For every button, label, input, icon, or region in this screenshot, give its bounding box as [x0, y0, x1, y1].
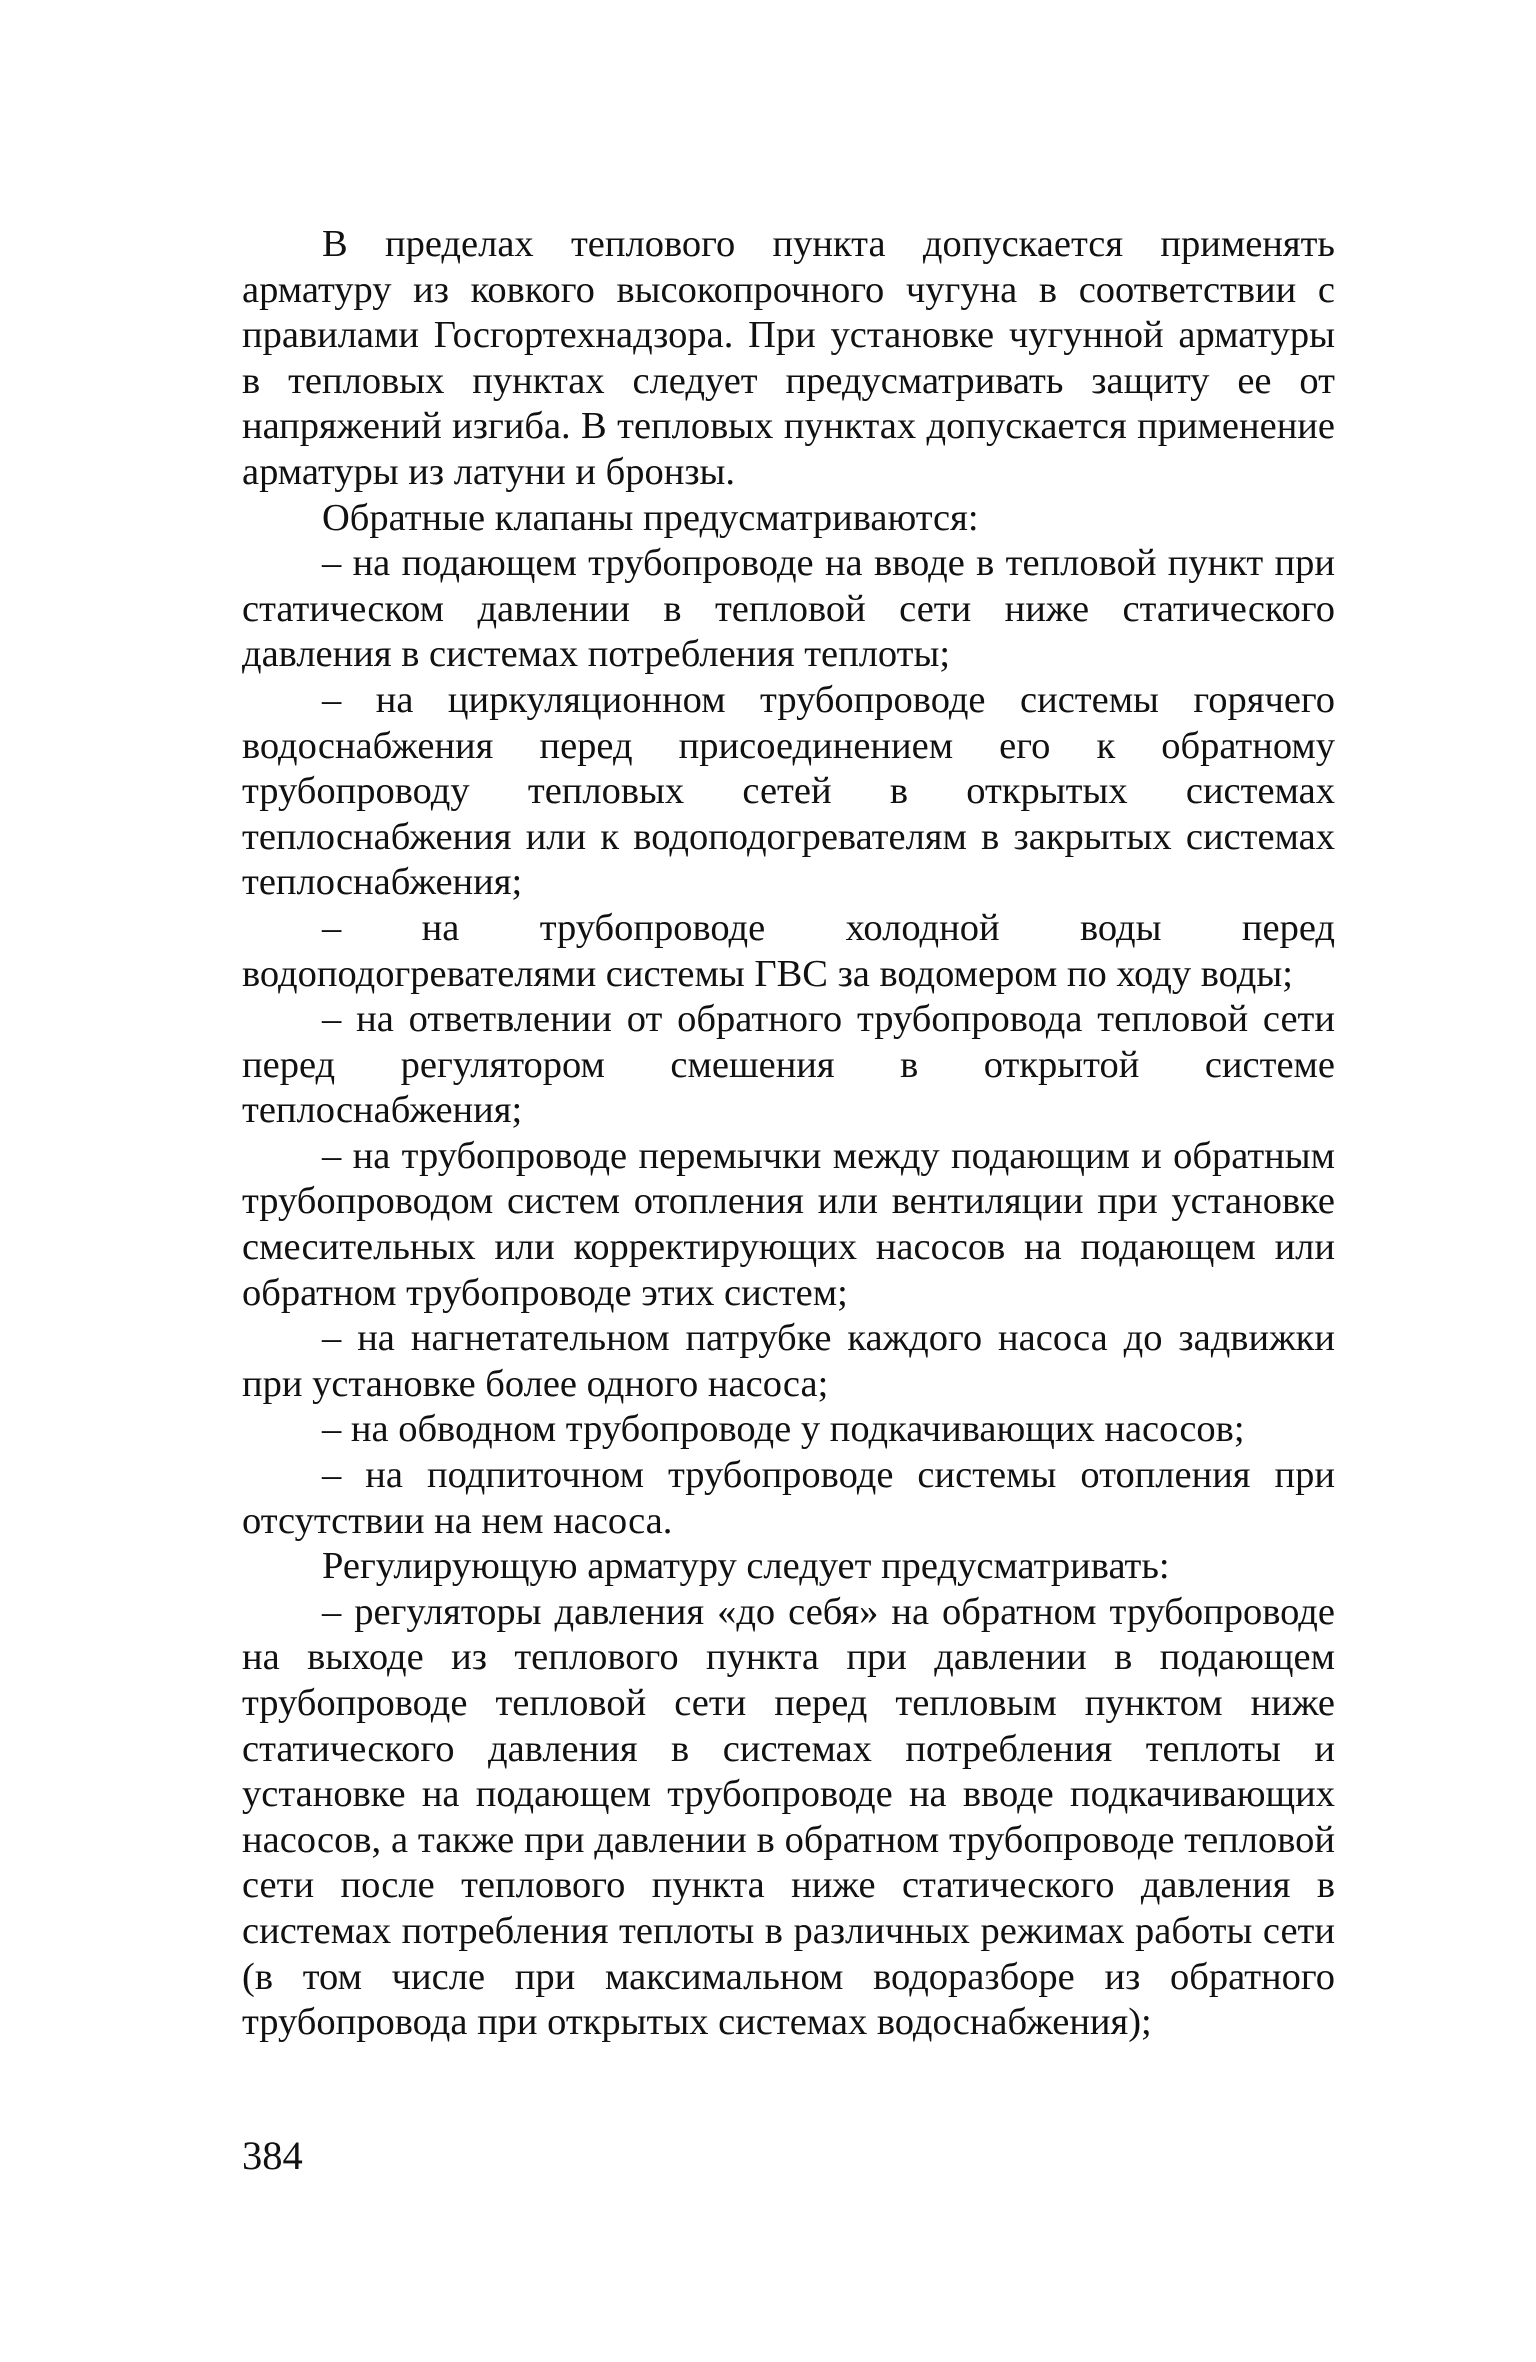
body-text [242, 222, 1335, 2046]
list-item-pump-discharge: – на нагнетательном патрубке каждого насоса до задвижки при установке более одного насоса; [242, 1317, 1335, 1405]
list-item-supply-pipeline: – на подающем трубопроводе на вводе в тепловой пункт при статическом давлении в тепловой сети ниже статического давления в системах потребления теплоты; [242, 542, 1335, 676]
list-item-makeup-pipeline: – на подпиточном трубопроводе системы отопления при отсутствии на нем насоса. [242, 1454, 1335, 1542]
paragraph-cast-iron-fittings: В пределах теплового пункта допускается применять арматуру из ковкого высокопрочного чугуна в соответствии с правилами Госгортехнадзора. При установке чугунной арматуры в тепловых пунктах следует предусматривать защиту ее от напряжений изгиба. В тепловых пунктах допускается применение арматуры из латуни и бронзы. [242, 223, 1335, 493]
list-item-bypass-jumper: – на трубопроводе перемычки между подающим и обратным трубопроводом систем отопления или вентиляции при установке смесительных или корректирующих насосов на подающем или обратном трубопроводе этих систем; [242, 1134, 1335, 1314]
list-item-pressure-regulators: – регуляторы давления «до себя» на обратном трубопроводе на выходе из теплового пункта при давлении в подающем трубопроводе тепловой сети перед тепловым пунктом ниже статического давления в системах потребления теплоты и установке на подающем трубопроводе на вводе подкачивающих насосов, а также при давлении в обратном трубопроводе тепловой сети после теплового пункта ниже статического давления в системах потребления теплоты в различных режимах работы сети (в том числе при максимальном водоразборе из обратного трубопровода при открытых системах водоснабжения); [242, 1590, 1335, 2044]
list-item-return-branch: – на ответвлении от обратного трубопровода тепловой сети перед регулятором смешения в открытой системе теплоснабжения; [242, 998, 1335, 1132]
list-item-cold-water-pipeline: – на трубопроводе холодной воды перед водоподогревателями системы ГВС за водомером по ходу воды; [242, 906, 1335, 995]
page-number: 384 [242, 2133, 303, 2178]
list-item-bypass-pipeline: – на обводном трубопроводе у подкачивающих насосов; [322, 1408, 1245, 1451]
paragraph-control-valves-heading: Регулирующую арматуру следует предусматривать: [322, 1545, 1170, 1588]
paragraph-check-valves-heading: Обратные клапаны предусматриваются: [322, 496, 979, 539]
list-item-circulation-pipeline: – на циркуляционном трубопроводе системы горячего водоснабжения перед присоединением его к обратному трубопроводу тепловых сетей в открытых системах теплоснабжения или к водоподогревателям в закрытых системах теплоснабжения; [242, 678, 1335, 904]
